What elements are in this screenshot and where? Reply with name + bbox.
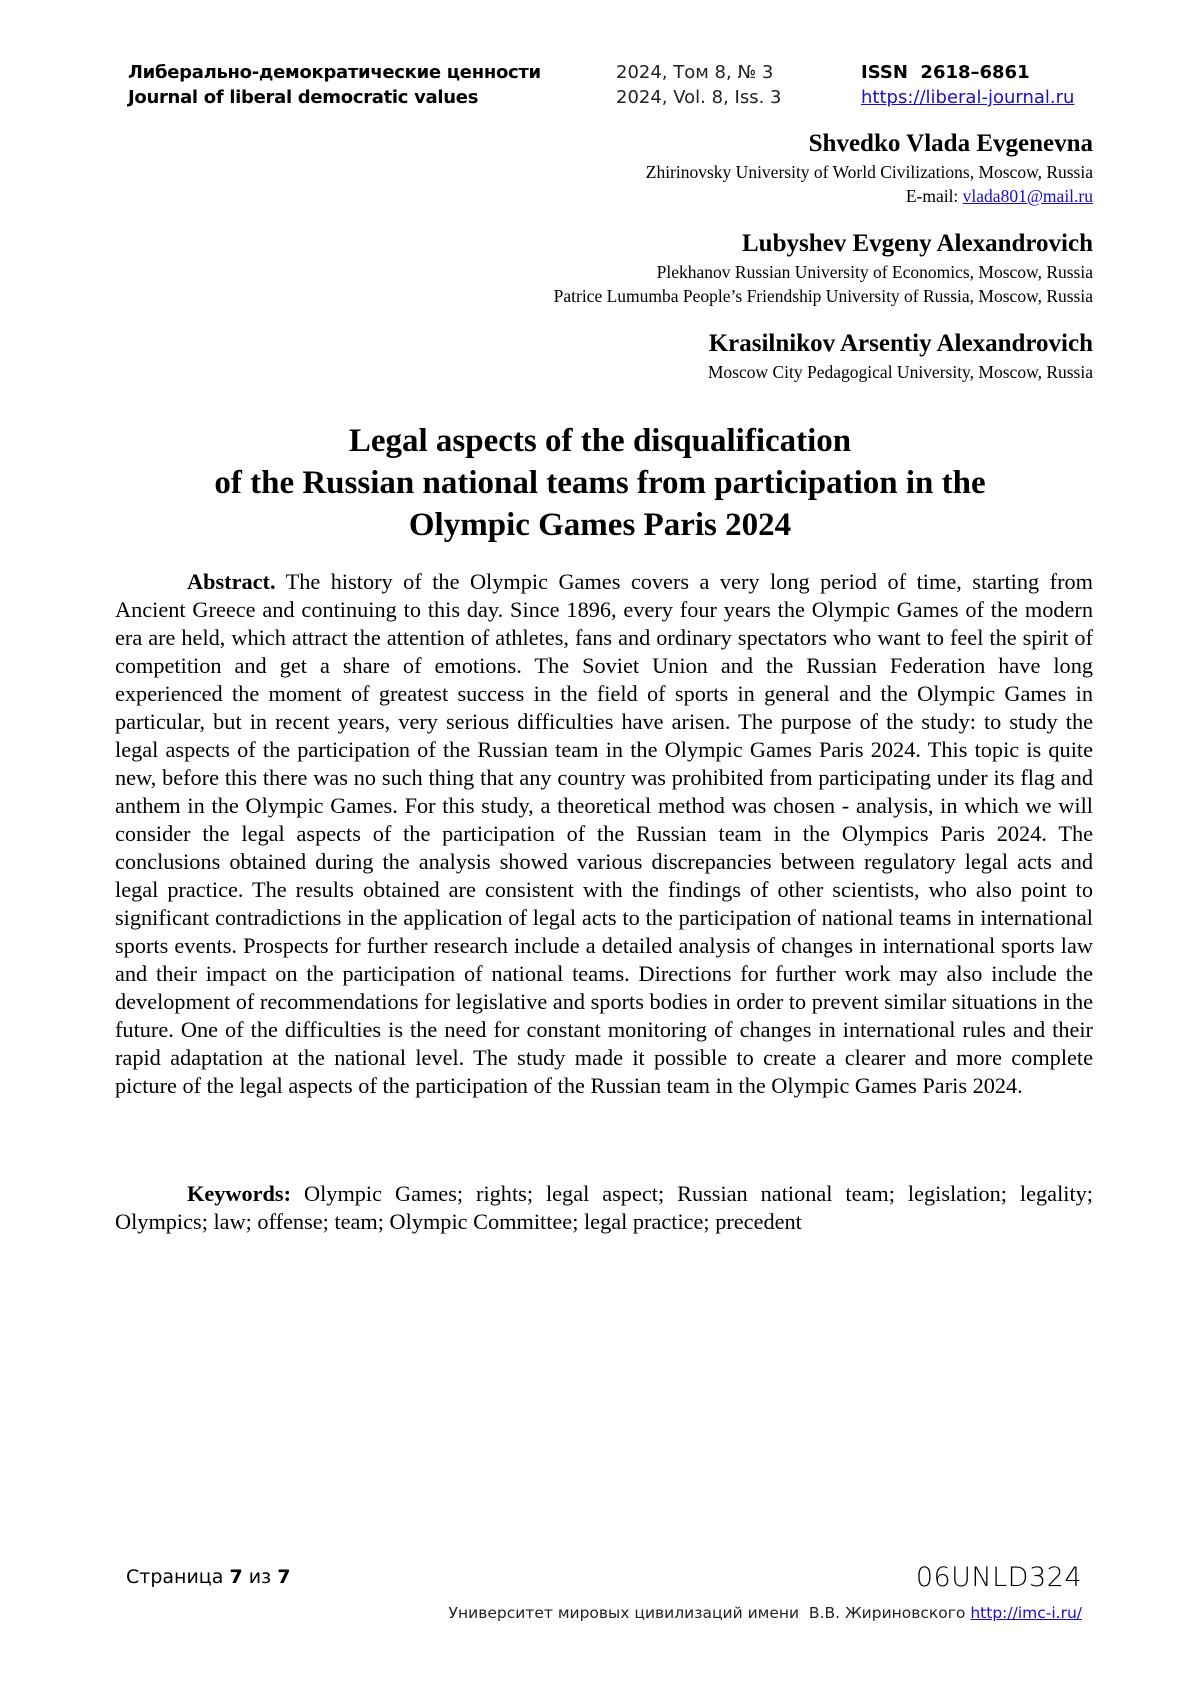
footer-university bbox=[449, 1604, 1082, 1622]
journal-volume bbox=[616, 60, 781, 110]
page-total: 7 bbox=[277, 1566, 290, 1588]
author-name: Krasilnikov Arsentiy Alexandrovich bbox=[554, 328, 1093, 360]
author bbox=[554, 228, 1093, 308]
journal-name-en: Journal of liberal democratic values bbox=[128, 85, 541, 110]
keywords-label: Keywords: bbox=[187, 1181, 291, 1206]
page-sep: из bbox=[243, 1566, 278, 1588]
journal-name bbox=[128, 60, 541, 110]
issn: ISSN 2618–6861 bbox=[861, 60, 1074, 85]
authors-block bbox=[554, 128, 1093, 404]
page-prefix: Страница bbox=[126, 1566, 229, 1588]
article-code: 06UNLD324 bbox=[916, 1562, 1082, 1593]
author-name: Lubyshev Evgeny Alexandrovich bbox=[554, 228, 1093, 260]
journal-name-ru: Либерально-демократические ценности bbox=[128, 60, 541, 85]
title-line: Olympic Games Paris 2024 bbox=[100, 504, 1100, 546]
author bbox=[554, 328, 1093, 384]
journal-issn-block bbox=[861, 60, 1074, 110]
email-label: E-mail: bbox=[906, 186, 963, 206]
journal-url-link[interactable]: https://liberal-journal.ru bbox=[861, 87, 1074, 108]
volume-ru: 2024, Том 8, № 3 bbox=[616, 60, 781, 85]
abstract-label: Abstract. bbox=[187, 569, 276, 594]
university-name: Университет мировых цивилизаций имени В.В. Жириновского bbox=[449, 1604, 971, 1622]
volume-en: 2024, Vol. 8, Iss. 3 bbox=[616, 85, 781, 110]
abstract-text: The history of the Olympic Games covers a very long period of time, starting from Ancient Greece and continuing to this day. Since 1896, every four years the Olympic Games of the modern era are held, which attract the attention of athletes, fans and ordinary spectators who want to feel the spirit of competition and get a share of emotions. The Soviet Union and the Russian Federation have long experienced the moment of greatest success in the field of sports in general and the Olympic Games in particular, but in recent years, very serious difficulties have arisen. The purpose of the study: to study the legal aspects of the participation of the Russian team in the Olympic Games Paris 2024. This topic is quite new, before this there was no such thing that any country was prohibited from participating under its flag and anthem in the Olympic Games. For this study, a theoretical method was chosen - analysis, in which we will consider the legal aspects of the participation of the Russian team in the Olympics Paris 2024. The conclusions obtained during the analysis showed various discrepancies between regulatory legal acts and legal practice. The results obtained are consistent with the findings of other scientists, who also point to significant contradictions in the application of legal acts to the participation of national teams in international sports events. Prospects for further research include a detailed analysis of changes in international sports law and their impact on the participation of national teams. Directions for further work may also include the development of recommendations for legislative and sports bodies in order to prevent similar situations in the future. One of the difficulties is the need for constant monitoring of changes in international rules and their rapid adaptation at the national level. The study made it possible to create a clearer and more complete picture of the legal aspects of the participation of the Russian team in the Olympic Games Paris 2024. bbox=[115, 569, 1093, 1098]
article-title bbox=[100, 420, 1100, 546]
author bbox=[554, 128, 1093, 208]
author-name: Shvedko Vlada Evgenevna bbox=[554, 128, 1093, 160]
abstract bbox=[115, 568, 1093, 1100]
author-affiliation: Patrice Lumumba People’s Friendship University of Russia, Moscow, Russia bbox=[554, 284, 1093, 308]
author-email bbox=[554, 184, 1093, 208]
author-affiliation: Plekhanov Russian University of Economics, Moscow, Russia bbox=[554, 260, 1093, 284]
email-link[interactable]: vlada801@mail.ru bbox=[963, 186, 1093, 206]
author-affiliation: Zhirinovsky University of World Civilizations, Moscow, Russia bbox=[554, 160, 1093, 184]
title-line: Legal aspects of the disqualification bbox=[100, 420, 1100, 462]
keywords-text: Olympic Games; rights; legal aspect; Russian national team; legislation; legality; Olympics; law; offense; team; Olympic Committee; legal practice; precedent bbox=[115, 1181, 1093, 1234]
keywords bbox=[115, 1180, 1093, 1236]
title-line: of the Russian national teams from participation in the bbox=[100, 462, 1100, 504]
author-affiliation: Moscow City Pedagogical University, Moscow, Russia bbox=[554, 360, 1093, 384]
university-link[interactable]: http://imc-i.ru/ bbox=[970, 1604, 1082, 1622]
page-number bbox=[126, 1566, 290, 1588]
page-current: 7 bbox=[229, 1566, 242, 1588]
